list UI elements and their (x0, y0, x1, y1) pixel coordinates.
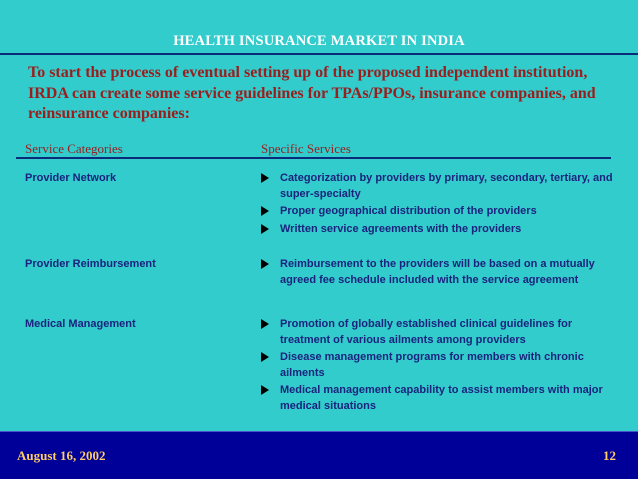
intro-text: To start the process of eventual setting up of the proposed independent institution, IRDA can create some service guidelines for TPAs/PPOs, insurance companies, and reinsurance companies: (28, 64, 596, 122)
bullet-arrow-icon (261, 352, 269, 362)
bullet-arrow-icon (261, 173, 269, 183)
category-provider-reimbursement: Provider Reimbursement (25, 258, 156, 270)
service-text: Proper geographical distribution of the providers (280, 205, 537, 217)
service-item (261, 222, 621, 238)
footer-date: August 16, 2002 (17, 448, 106, 463)
service-item (261, 317, 621, 348)
bullet-arrow-icon (261, 224, 269, 234)
footer-divider (0, 431, 638, 432)
title-divider (0, 53, 638, 55)
service-item (261, 171, 621, 202)
slide-title: HEALTH INSURANCE MARKET IN INDIA (173, 33, 465, 49)
category-medical-management: Medical Management (25, 318, 136, 330)
bullet-arrow-icon (261, 385, 269, 395)
service-item (261, 350, 621, 381)
service-item (261, 257, 621, 288)
bullet-arrow-icon (261, 319, 269, 329)
bullet-arrow-icon (261, 259, 269, 269)
service-text: Medical management capability to assist members with major medical situations (280, 384, 603, 412)
service-text: Written service agreements with the providers (280, 223, 522, 235)
service-text: Disease management programs for members with chronic ailments (280, 351, 584, 379)
header-specific-services: Specific Services (261, 141, 351, 156)
page-number: 12 (603, 448, 616, 463)
service-text: Categorization by providers by primary, secondary, tertiary, and super-specialty (280, 172, 613, 200)
header-divider (16, 157, 611, 159)
service-text: Reimbursement to the providers will be based on a mutually agreed fee schedule included with the service agreement (280, 258, 595, 286)
category-provider-network: Provider Network (25, 172, 117, 184)
header-service-categories: Service Categories (25, 141, 123, 156)
service-text: Promotion of globally established clinical guidelines for treatment of various ailments among providers (280, 318, 573, 346)
service-item (261, 383, 621, 414)
service-item (261, 204, 621, 220)
bullet-arrow-icon (261, 206, 269, 216)
